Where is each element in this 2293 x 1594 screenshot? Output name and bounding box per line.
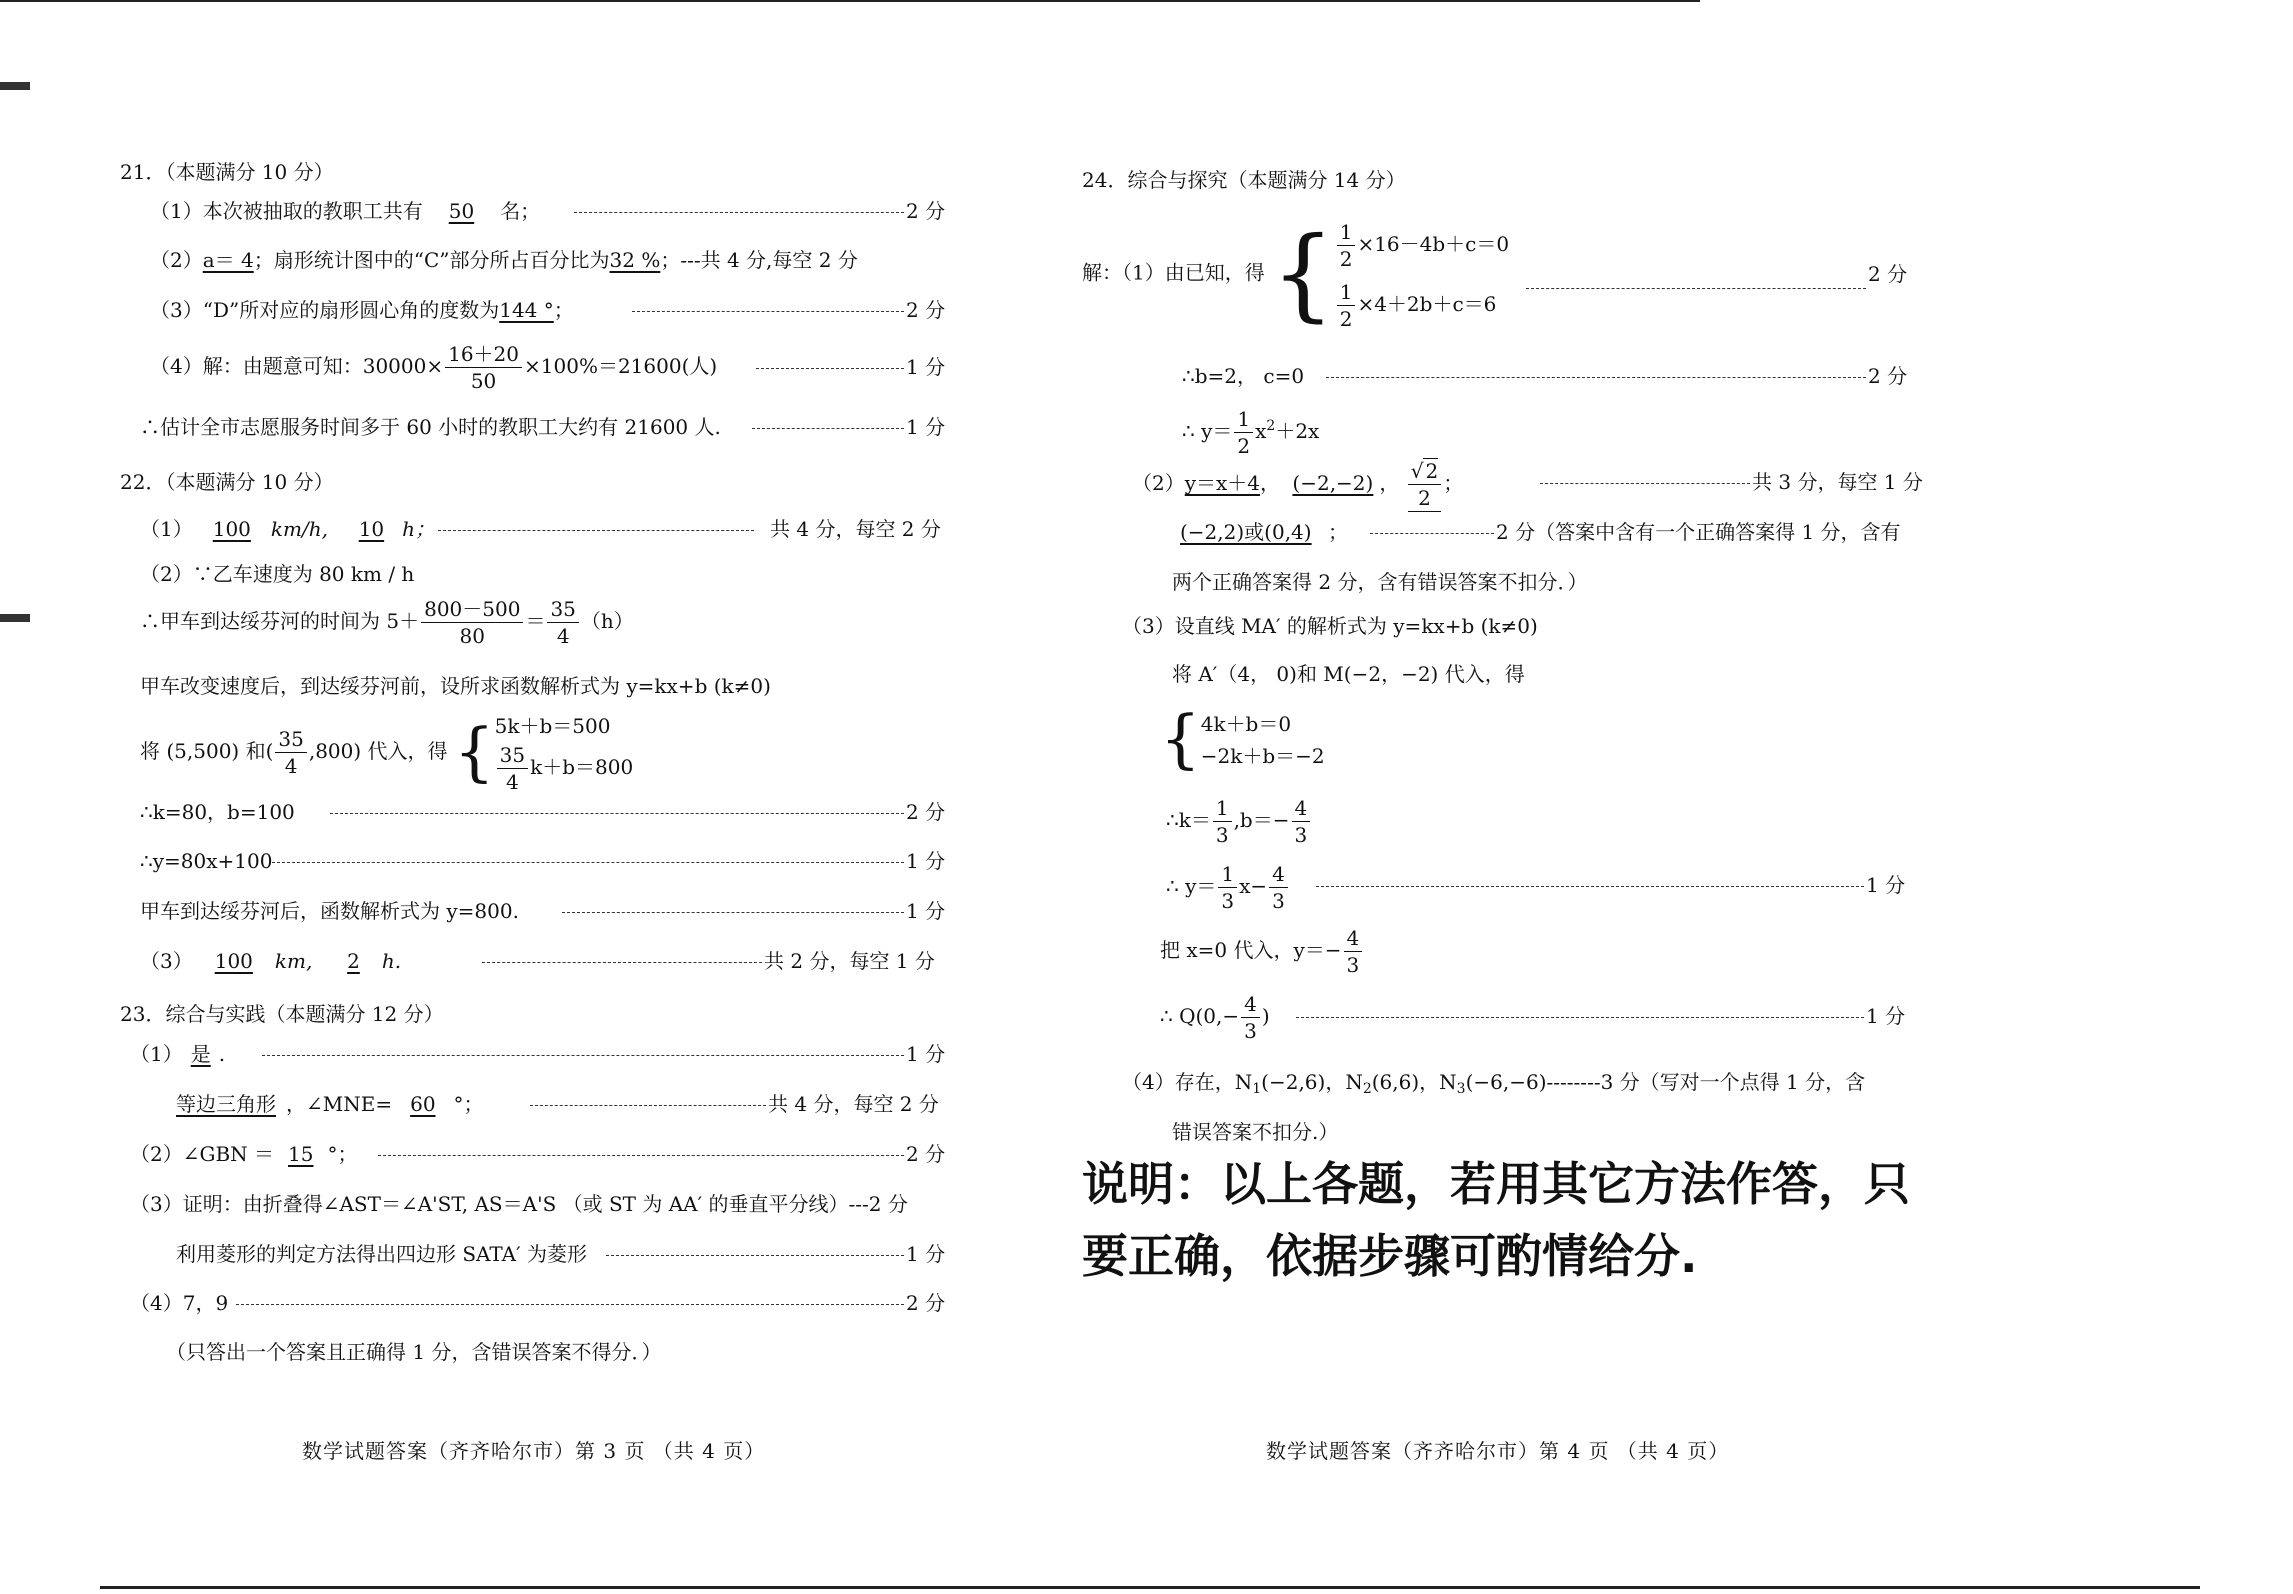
grading-note-line-2: 要正确，依据步骤可酌情给分. xyxy=(1082,1229,1698,1283)
right-page-footer: 数学试题答案（齐齐哈尔市）第 4 页 （共 4 页） xyxy=(1266,1439,1730,1463)
q21-line-5: ∴估计全市志愿服务时间多于 60 小时的教职工大约有 21600 人. xyxy=(140,415,721,439)
leader-dots xyxy=(378,1155,904,1156)
q23-line-2: 等边三角形 ，∠MNE= 60 °； xyxy=(176,1092,484,1116)
leader-dots xyxy=(1540,483,1750,484)
q22-line-9-score: 共 2 分，每空 1 分 xyxy=(764,949,935,973)
q24-line-1-score: 2 分 xyxy=(1868,262,1908,286)
leader-dots xyxy=(1326,377,1866,378)
q22-line-4: 甲车改变速度后，到达绥芬河前，设所求函数解析式为 y=kx+b (k≠0) xyxy=(140,674,771,698)
q24-line-4: （2）y＝x＋4， (−2,−2) ， $\frac{√ 2}{2}$ ； xyxy=(1132,458,1464,510)
q24-line-6: 两个正确答案得 2 分，含有错误答案不扣分．） xyxy=(1172,570,1588,594)
q22-heading: 22．（本题满分 10 分） xyxy=(120,470,334,494)
scan-edge-top xyxy=(0,0,1700,2)
leader-dots xyxy=(1370,533,1494,534)
q22-line-7-score: 1 分 xyxy=(906,849,946,873)
q24-line-2: ∴b=2， c=0 xyxy=(1182,364,1305,388)
q24-line-13: （4）存在，$N_1(-2,6)$，$N_2(6,6)$，$N_3(-6,-6)--------3$ 分（写对一个点得 1 分，含 xyxy=(1122,1070,1866,1097)
q22-line-8-score: 1 分 xyxy=(906,899,946,923)
q23-line-3-score: 2 分 xyxy=(906,1142,946,1166)
q21-line-3-score: 2 分 xyxy=(906,298,946,322)
leader-dots xyxy=(272,862,904,863)
q22-line-2: （2）∵乙车速度为 80 km / h xyxy=(140,562,415,586)
q22-line-8: 甲车到达绥芬河后，函数解析式为 y=800. xyxy=(140,899,519,923)
q23-line-1: （1） 是 . xyxy=(130,1042,226,1066)
leader-dots xyxy=(530,1105,766,1106)
q24-line-8: 将 A′（4， 0)和 M(−2，−2) 代入，得 xyxy=(1172,662,1525,686)
q22-line-6-score: 2 分 xyxy=(906,800,946,824)
q23-line-5-score: 1 分 xyxy=(906,1242,946,1266)
q21-line-5-score: 1 分 xyxy=(906,415,946,439)
q24-line-1: 解：（1）由已知，得 { $\frac{1}{2}$ ×16－4b＋c＝0 $\frac{1}{2}$ ×4＋2b＋c＝6 xyxy=(1082,215,1510,332)
left-page-footer: 数学试题答案（齐齐哈尔市）第 3 页 （共 4 页） xyxy=(302,1439,766,1463)
leader-dots xyxy=(752,428,904,429)
q24-line-10: ∴ y＝ $\frac{1}{3}$ x− $\frac{4}{3}$ xyxy=(1166,858,1290,914)
q23-heading: 23．综合与实践（本题满分 12 分） xyxy=(120,1002,444,1026)
leader-dots xyxy=(482,962,762,963)
q21-line-4-score: 1 分 xyxy=(906,355,946,379)
q22-line-9: （3） 100 km, 2 h. xyxy=(140,949,402,973)
q22-line-6: ∴k=80，b=100 xyxy=(140,800,295,824)
q21-line-3: （3）“D”所对应的扇形圆心角的度数为144 °； xyxy=(150,298,574,322)
leader-dots xyxy=(1296,1017,1864,1018)
q24-line-11: 把 x=0 代入，y＝− $\frac{4}{3}$ xyxy=(1160,922,1364,978)
q23-line-5: 利用菱形的判定方法得出四边形 SATA′ 为菱形 xyxy=(176,1242,587,1266)
q23-line-6: （4）7，9 xyxy=(130,1291,229,1315)
q22-line-3: ∴甲车到达绥芬河的时间为 5＋ $\frac{800-500}{80}$ ＝ $\frac{35}{4}$ （h） xyxy=(140,597,634,648)
q23-line-7: （只答出一个答案且正确得 1 分，含错误答案不得分．） xyxy=(166,1340,662,1364)
q21-line-1-score: 2 分 xyxy=(906,199,946,223)
q24-line-9: ∴k＝ $\frac{1}{3}$ ,b＝− $\frac{4}{3}$ xyxy=(1166,792,1312,848)
leader-dots xyxy=(262,1055,904,1056)
q21-line-4: （4）解：由题意可知：30000× $\frac{16+20}{50}$ ×100%＝21600(人) xyxy=(150,342,718,393)
q24-line-12: ∴ Q(0,− $\frac{4}{3}$ ) xyxy=(1160,992,1270,1043)
q23-line-6-score: 2 分 xyxy=(906,1291,946,1315)
leader-dots xyxy=(438,530,754,531)
q24-line-5: (−2,2)或(0,4) ； xyxy=(1180,520,1348,544)
q23-line-4: （3）证明：由折叠得∠AST＝∠A'ST, AS＝A'S （或 ST 为 AA′ 的垂直平分线）---2 分 xyxy=(130,1192,908,1216)
q22-line-7: ∴y=80x+100 xyxy=(140,849,273,873)
leader-dots xyxy=(1526,288,1866,289)
q24-line-12-score: 1 分 xyxy=(1866,1004,1906,1028)
leader-dots xyxy=(1316,886,1864,887)
leader-dots xyxy=(574,212,904,213)
q21-heading: 21．（本题满分 10 分） xyxy=(120,160,334,184)
scan-edge-bottom xyxy=(100,1586,2200,1589)
q24-line-5-score: 2 分（答案中含有一个正确答案得 1 分，含有 xyxy=(1496,520,1901,544)
q22-line-5: 将 (5,500) 和( $\frac{35}{4}$ ,800) 代入，得 { 5k＋b＝500 $\frac{35}{4}$ k＋b＝800 xyxy=(140,714,634,794)
q24-system-3: { 4k＋b＝0 −2k＋b＝−2 xyxy=(1160,702,1325,777)
q24-line-4-score: 共 3 分，每空 1 分 xyxy=(1752,470,1923,494)
binding-mark-top xyxy=(0,82,30,90)
q21-line-1: （1）本次被抽取的教职工共有 50 名； xyxy=(150,199,541,223)
q21-line-2: （2）a＝ 4；扇形统计图中的“C”部分所占百分比为32 %；---共 4 分,每空 2 分 xyxy=(150,248,858,272)
q24-line-7: （3）设直线 MA′ 的解析式为 y=kx+b (k≠0) xyxy=(1122,614,1538,638)
binding-mark-middle xyxy=(0,614,30,622)
q22-line-1-score: 共 4 分，每空 2 分 xyxy=(770,517,941,541)
q24-line-14: 错误答案不扣分.） xyxy=(1172,1120,1339,1144)
q23-line-3: （2）∠GBN ＝ 15 °； xyxy=(130,1142,358,1166)
leader-dots xyxy=(756,368,904,369)
q23-line-1-score: 1 分 xyxy=(906,1042,946,1066)
q22-line-1: （1） 100 km/h, 10 h； xyxy=(140,517,436,541)
leader-dots xyxy=(562,912,904,913)
q24-line-10-score: 1 分 xyxy=(1866,873,1906,897)
q23-line-2-score: 共 4 分，每空 2 分 xyxy=(768,1092,939,1116)
leader-dots xyxy=(330,813,904,814)
q24-line-3: ∴ y＝ $\frac{1}{2}$ $x^2+2x$ xyxy=(1182,407,1320,458)
leader-dots xyxy=(632,311,904,312)
q24-line-2-score: 2 分 xyxy=(1868,364,1908,388)
grading-note-line-1: 说明：以上各题，若用其它方法作答，只 xyxy=(1082,1157,1910,1211)
q24-heading: 24．综合与探究（本题满分 14 分） xyxy=(1082,168,1406,192)
leader-dots xyxy=(236,1304,904,1305)
leader-dots xyxy=(606,1255,904,1256)
